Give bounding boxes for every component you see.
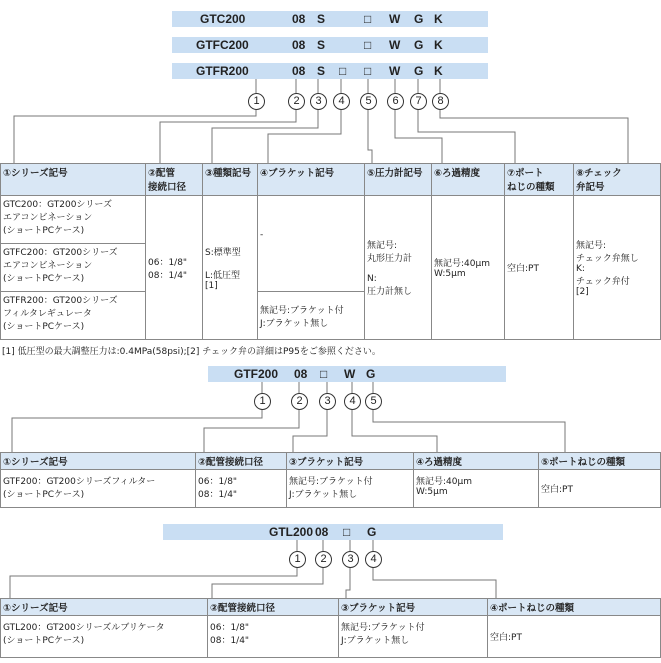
callout-number: 1	[248, 93, 265, 110]
bracket-cell: 無記号:ブラケット付 J:ブラケット無し	[287, 470, 414, 508]
col-header-filter: ④ろ過精度	[414, 453, 539, 470]
code-size: 08	[315, 525, 329, 539]
footnote: [1] 低圧型の最大調整圧力は:0.4MPa(58psi);[2] チェック弁の詳細はP95をご参照ください。	[2, 347, 381, 357]
gauge-cell: 無記号: 丸形圧力計 N: 圧力計無し	[365, 196, 432, 340]
code-port: G	[366, 367, 376, 381]
code-check: K	[434, 12, 443, 26]
callout-number: 3	[310, 93, 327, 110]
col-header-filter: ⑥ろ過精度	[432, 164, 505, 196]
code-size: 08	[292, 38, 306, 52]
col-header-bracket: ④ブラケット記号	[258, 164, 365, 196]
code-port: G	[414, 64, 424, 78]
code-type: S	[317, 38, 326, 52]
code-port: G	[367, 525, 377, 539]
series-cell: GTFR200：GT200シリーズ フィルタレギュレータ (ショートPCケース)	[1, 292, 146, 340]
port-cell: 空白:PT	[488, 616, 661, 658]
col-header-port: ⑤ポートねじの種類	[539, 453, 661, 470]
series-cell: GTL200：GT200シリーズルブリケータ (ショートPCケース)	[1, 616, 208, 658]
bracket-cell: -	[258, 196, 365, 292]
code-port: G	[414, 12, 424, 26]
callout-number: 2	[288, 93, 305, 110]
code-port: G	[414, 38, 424, 52]
code-size: 08	[294, 367, 308, 381]
code-drain: W	[389, 12, 401, 26]
col-header-type: ③種類記号	[203, 164, 258, 196]
col-header-size: ②配管接続口径	[208, 599, 339, 616]
code-size: 08	[292, 64, 306, 78]
series-cell: GTFC200：GT200シリーズ エアコンビネーション (ショートPCケース)	[1, 244, 146, 292]
col-header-series: ①シリーズ記号	[1, 453, 196, 470]
port-cell: 空白:PT	[539, 470, 661, 508]
code-drain: W	[389, 64, 401, 78]
size-cell: 06：1/8" 08：1/4"	[196, 470, 287, 508]
callout-number: 4	[344, 393, 361, 410]
code-bracket: □	[364, 12, 372, 26]
code-drain: W	[389, 38, 401, 52]
code-type: S	[317, 12, 326, 26]
code-check: K	[434, 38, 443, 52]
callout-number: 4	[333, 93, 350, 110]
type-cell: S:標準型 L:低圧型 [1]	[203, 196, 258, 340]
col-header-gauge: ⑤圧力計記号	[365, 164, 432, 196]
bracket-cell: 無記号:ブラケット付 J:ブラケット無し	[339, 616, 488, 658]
size-cell: 06：1/8" 08：1/4"	[146, 196, 203, 340]
code-model: GTFR200	[196, 64, 249, 78]
filter-cell: 無記号:40μm W:5μm	[432, 196, 505, 340]
callout-number: 3	[319, 393, 336, 410]
col-header-series: ①シリーズ記号	[1, 164, 146, 196]
callout-number: 3	[342, 551, 359, 568]
callout-number: 2	[291, 393, 308, 410]
port-cell: 空白:PT	[505, 196, 574, 340]
code-model: GTL200	[269, 525, 314, 539]
callout-number: 2	[315, 551, 332, 568]
col-header-port: ④ポートねじの種類	[488, 599, 661, 616]
code-model: GTC200	[200, 12, 246, 26]
col-header-series: ①シリーズ記号	[1, 599, 208, 616]
col-header-size: ②配管 接続口径	[146, 164, 203, 196]
check-cell: 無記号: チェック弁無し K: チェック弁付 [2]	[574, 196, 661, 340]
code-type: S	[317, 64, 326, 78]
code-size: 08	[292, 12, 306, 26]
filter-cell: 無記号:40μm W:5μm	[414, 470, 539, 508]
callout-number: 4	[365, 551, 382, 568]
spec-table-lubricator	[0, 598, 661, 658]
code-model: GTFC200	[196, 38, 249, 52]
callout-number: 1	[254, 393, 271, 410]
size-cell: 06：1/8" 08：1/4"	[208, 616, 339, 658]
code-gauge: □	[339, 64, 347, 78]
callout-number: 5	[365, 393, 382, 410]
series-cell: GTC200：GT200シリーズ エアコンビネーション (ショートPCケース)	[1, 196, 146, 244]
code-bracket: □	[364, 38, 372, 52]
callout-number: 6	[387, 93, 404, 110]
code-bracket: □	[343, 525, 351, 539]
code-bracket: □	[320, 367, 328, 381]
callout-number: 1	[289, 551, 306, 568]
callout-number: 5	[360, 93, 377, 110]
col-header-bracket: ③ブラケット記号	[339, 599, 488, 616]
code-filter: W	[344, 367, 356, 381]
col-header-bracket: ③ブラケット記号	[287, 453, 414, 470]
code-check: K	[434, 64, 443, 78]
code-model: GTF200	[234, 367, 279, 381]
callout-number: 8	[432, 93, 449, 110]
col-header-size: ②配管接続口径	[196, 453, 287, 470]
callout-number: 7	[410, 93, 427, 110]
bracket-cell: 無記号:ブラケット付 J:ブラケット無し	[258, 292, 365, 340]
col-header-port: ⑦ポート ねじの種類	[505, 164, 574, 196]
col-header-check: ⑧チェック 弁記号	[574, 164, 661, 196]
series-cell: GTF200：GT200シリーズフィルター (ショートPCケース)	[1, 470, 196, 508]
code-bracket: □	[364, 64, 372, 78]
